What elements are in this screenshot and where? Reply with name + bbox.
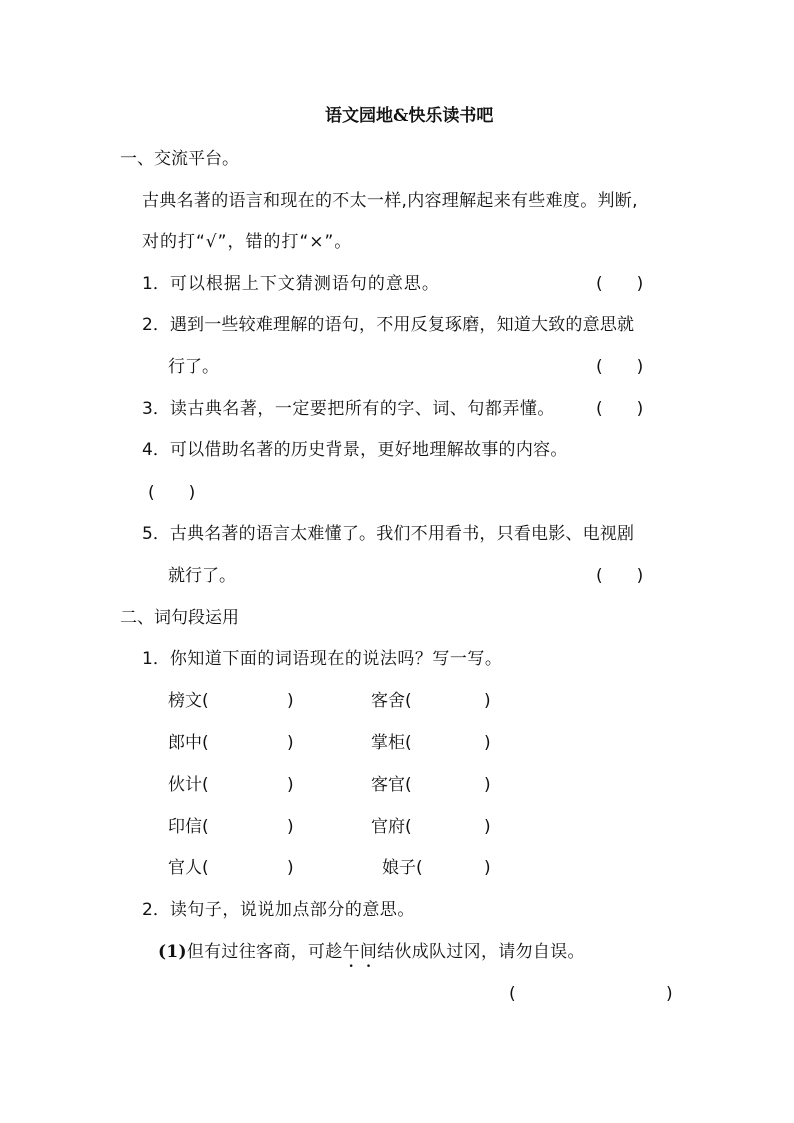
question-1-2 [142, 314, 634, 336]
word-kesheh: 客舍 [371, 691, 405, 711]
item-text: 遇到一些较难理解的语句，不用反复琢磨，知道大致的意思就 [169, 315, 635, 335]
open-paren: ( [405, 817, 412, 837]
open-paren: ( [405, 775, 412, 795]
word-keguan: 客官 [371, 775, 405, 795]
open-paren: ( [509, 984, 516, 1004]
answer-blank-1-1[interactable]: ( ) [596, 274, 644, 294]
open-paren: ( [202, 691, 209, 711]
item-number: 4． [142, 440, 170, 460]
open-paren: ( [405, 733, 412, 753]
sentence-number: (1) [158, 942, 187, 962]
item-text: 你知道下面的词语现在的说法吗？写一写。 [169, 649, 503, 669]
open-paren: ( [202, 775, 209, 795]
answer-blank-1-5[interactable]: ( ) [596, 566, 644, 586]
answer-blank-1-4[interactable]: ( ) [148, 483, 196, 503]
word-yinxin: 印信 [168, 817, 202, 837]
item-text: 可以借助名著的历史背景，更好地理解故事的内容。 [169, 440, 568, 460]
open-paren: ( [416, 858, 423, 878]
item-text: 可以根据上下文猜测语句的意思。 [169, 274, 440, 294]
answer-blank-kesheh[interactable]: ) [484, 691, 491, 711]
open-paren: ( [405, 691, 412, 711]
open-paren: ( [202, 858, 209, 878]
item-number: 2． [142, 315, 170, 335]
section-1-heading: 一、交流平台。 [120, 149, 239, 169]
open-paren: ( [202, 733, 209, 753]
word-guanren: 官人 [168, 858, 202, 878]
item-text: 读句子，说说加点部分的意思。 [169, 900, 415, 920]
section-1-intro-line-1: 古典名著的语言和现在的不太一样,内容理解起来有些难度。判断, [142, 191, 638, 211]
item-text: 古典名著的语言太难懂了。我们不用看书，只看电影、电视剧 [169, 524, 635, 544]
word-langzhong: 郎中 [168, 733, 202, 753]
word-guanfu: 官府 [371, 817, 405, 837]
item-number: 1． [142, 649, 170, 669]
answer-blank-guanfu[interactable]: ) [484, 817, 491, 837]
open-paren: ( [202, 817, 209, 837]
section-2-heading: 二、词句段运用 [120, 608, 239, 628]
question-2-1 [142, 648, 502, 670]
answer-blank-niangzi[interactable]: ) [484, 858, 491, 878]
item-number: 3． [142, 399, 170, 419]
question-1-5 [142, 523, 634, 545]
item-number: 2． [142, 900, 170, 920]
item-number: 5． [142, 524, 170, 544]
word-niangzi: 娘子 [382, 858, 416, 878]
question-1-4 [142, 439, 568, 461]
answer-blank-langzhong[interactable]: ) [287, 733, 294, 753]
answer-blank-guanren[interactable]: ) [287, 858, 294, 878]
question-1-5-continued: 就行了。 [168, 566, 236, 586]
answer-blank-1-3[interactable]: ( ) [596, 399, 644, 419]
item-number: 1． [142, 274, 170, 294]
answer-blank-yinxin[interactable]: ) [287, 817, 294, 837]
answer-blank-bangwen[interactable]: ) [287, 691, 294, 711]
question-1-1 [142, 273, 440, 295]
question-1-2-continued: 行了。 [168, 357, 219, 377]
sentence-2-2-1 [158, 941, 585, 972]
page-title: 语文园地&快乐读书吧 [325, 106, 494, 126]
section-1-intro-line-2: 对的打“√”，错的打“×”。 [142, 232, 353, 252]
answer-blank-huoji[interactable]: ) [287, 775, 294, 795]
item-text: 读古典名著，一定要把所有的字、词、句都弄懂。 [169, 399, 555, 419]
answer-blank-keguan[interactable]: ) [484, 775, 491, 795]
word-huoji: 伙计 [168, 775, 202, 795]
answer-blank-2-2-1[interactable]: ) [666, 984, 673, 1004]
word-bangwen: 榜文 [168, 691, 202, 711]
answer-blank-1-2[interactable]: ( ) [596, 357, 644, 377]
question-1-3 [142, 398, 555, 420]
word-zhanggui: 掌柜 [371, 733, 405, 753]
answer-blank-zhanggui[interactable]: ) [484, 733, 491, 753]
question-2-2 [142, 899, 415, 921]
sentence-text-before: 但有过往客商，可趁 [186, 942, 343, 962]
dotted-phrase: 午间 [342, 942, 378, 962]
sentence-text-after: 结伙成队过冈，请勿自误。 [377, 942, 585, 962]
